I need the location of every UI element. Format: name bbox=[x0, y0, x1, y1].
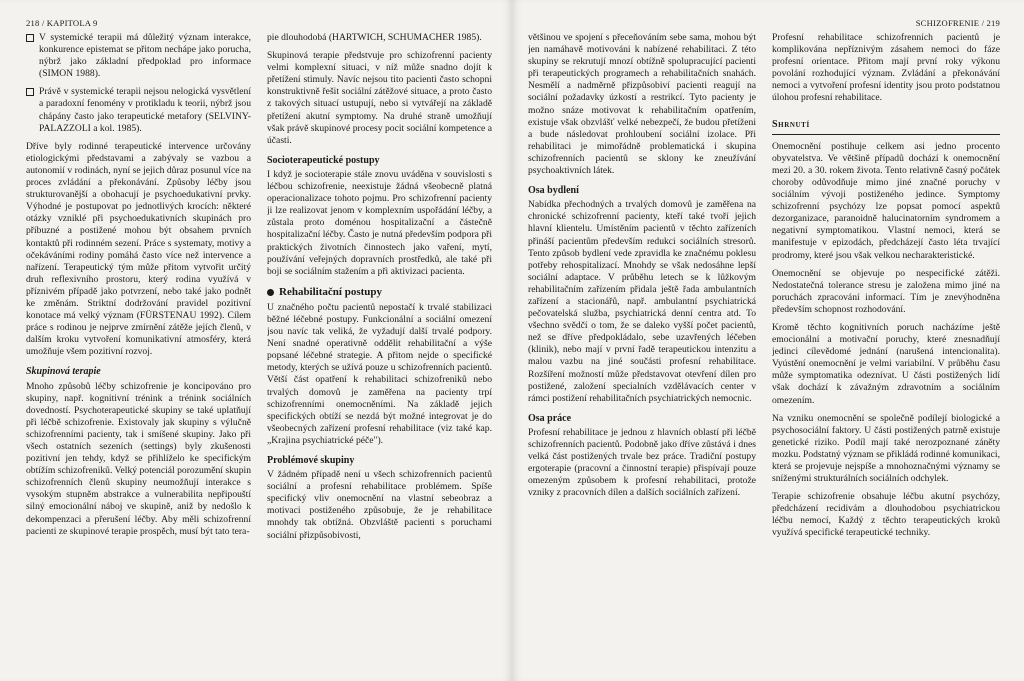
section-heading-bulleted bbox=[267, 286, 492, 298]
paragraph: Onemocnění postihuje celkem asi jedno procento obyvatelstva. Ve většině případů dochází k onemocnění mezi 20. a 30. rokem života. Tento relativně časný počátek choroby odůvodňuje mimo jiné značné poruchy v sociálním vývoji postiženého jedince. Symptomy schizofrenní psychózy lze popsat pomocí aspektů dezorganizace, paranoidně halucinatorním syndromem a negativní symptomatikou. Vlastní nemoci, která se manifestuje v epizodách, předcházejí často léta trvající prodromy, které jsou však velkou necharakteristické. bbox=[772, 140, 1000, 261]
paragraph: V žádném případě není u všech schizofrenních pacientů sociální a profesní rehabilitace problémem. Spíše specifický vliv onemocnění na vlastní sebeobraz a motivaci postiženého způsobuje, že je rehabilitace mnohdy tak obtížná. Obzvláště pacienti s poruchami sociální přizpůsobivosti, bbox=[267, 469, 492, 541]
paragraph: Terapie schizofrenie obsahuje léčbu akutní psychózy, předcházení recidivám a dlouhodobou psychiatrickou léčbu nemocí, Každý z těchto terapeutických kroků využívá specifické terapeutické techniky. bbox=[772, 491, 1000, 539]
checkbox-bullet-icon bbox=[26, 34, 34, 42]
paragraph: Skupinová terapie předstvuje pro schizofrenní pacienty velmi komplexní situaci, v níž může snadno dojít k přetížení stimuly. Navíc nejsou tito pacienti často schopni konstruktivně řešit sociální zátěžové situace, a proto často z takových situací ustupují, nebo si vytvářejí na základě přetížení akutní symptomy. Na druhé straně umožňují však právě skupinové procesy pocit sociální kompetence a účasti. bbox=[267, 50, 492, 146]
section-heading: Skupinová terapie bbox=[26, 366, 101, 378]
paragraph: Na vzniku onemocnění se společně podílejí biologické a psychosociální faktory. U části postižených patrně existuje genetické riziko. Podíl mají také nerozpoznané záněty mozku. Podstatný význam se přikládá rodinné komunikaci, která se projevuje nejspíše a mnohoznačnými významy se sníženými strukturálních sociálních odchylek. bbox=[772, 412, 1000, 485]
paragraph: Onemocnění se objevuje po nespecifické zátěži. Nedostatečná tolerance stresu je založena mimo jiné na poruchách zpracování informací. Tím je znevýhodněna především schopnost rozhodování. bbox=[772, 267, 1000, 315]
paragraph: pie dlouhodobá (HARTWICH, SCHUMACHER 1985). bbox=[267, 32, 482, 43]
running-head-right: SCHIZOFRENIE / 219 bbox=[915, 18, 1000, 28]
left-columns bbox=[26, 32, 492, 672]
right-columns bbox=[528, 32, 1000, 672]
bullet-text: Právě v systemické terapii nejsou nelogická vysvětlení a paradoxní fenomény v protikladu k teorii, nýbrž jsou chápány často jako terapeutické metafory (SELVINY-PALAZZOLI a kol. 1985). bbox=[39, 86, 251, 134]
paragraph: I když je socioterapie stále znovu uváděna v souvislosti s léčbou schizofrenie, neexistuje žádná všeobecně platná operacionalizace tohoto pojmu. Pro schizofrenní pacienty ji lze realizovat jenom v komplexním uspořádání léčby, a zůstala proto doménou hospitalizační a částečně hospitalizační léčby. Často je nutná především podpora při praktických životních činnostech jako vaření, mytí, používání veřejných dopravních prostředků, ale také při boji se sociálním stažením a při aktivizaci pacienta. bbox=[267, 168, 492, 277]
section-heading: Osa práce bbox=[528, 412, 572, 424]
paragraph: Mnoho způsobů léčby schizofrenie je koncipováno pro skupiny, např. kognitivní trénink a trénink sociálních dovedností. Psychoterapeutické skupiny se také uplatňují při léčbě schizofrenie. Existovaly jak skupiny s výlučně schizofrenními pacienty, tak i smíšené skupiny. Jako při všech ostatních sezeních (settings) byly zkušenosti pozitivní jen tehdy, když se přihlíželo ke specifickým obtížím schizofreniků. Velký potenciál porozumění skupin schizofrenních členů skupiny neumožňují interakce s vysokým stupněm abstrakce a vulnerabilita nepřipouští silný emocionální náboj ve skupině, aniž by nedošlo k dekompenzaci a přerušení léčby. Aby měli schizofrenní pacienti ze skupinové terapie prospěch, musí být tato tera- bbox=[26, 380, 251, 537]
paragraph: Kromě těchto kognitivních poruch nacházíme ještě emocionální a motivační poruchy, které znesnadňují jedinci cílevědomé jednání (narušená intencionalita). Vyústění onemocnění je velmi variabilní. V průběhu času může symptomatika odeznívat. U části postižených lidí však dochází k závažným zdravotním a sociálním omezením. bbox=[772, 321, 1000, 406]
right-page bbox=[512, 0, 1024, 681]
checkbox-bullet-icon bbox=[26, 88, 34, 96]
paragraph: U značného počtu pacientů nepostačí k trvalé stabilizaci běžné léčebné postupy. Funkcionální a sociální omezení jsou navíc tak veliká, že vyžadují další trvalé podpory. Není snadné operativně oddělit rehabilitační a výše popsané léčebné strategie. A přitom nejde o specifické metody, kterých se užívá pouze u schizofrenních pacientů. Větší část opatření k rehabilitaci schizofreniků nebo trvalých domovů je zaměřena na pacienty trpí schizofrenními onemocněními. Na základě jejich specifických obtíží se nezdá být možné integrovat je do všeobecných zařízení profesní rehabilitace (viz také kap. „Krajina psychiatrické péče"). bbox=[267, 301, 492, 446]
section-heading: Osa bydlení bbox=[528, 185, 579, 197]
summary-heading: Shrnutí bbox=[772, 119, 1000, 135]
running-head-left: 218 / KAPITOLA 9 bbox=[26, 18, 98, 28]
heading-text: Rehabilitační postupy bbox=[279, 285, 382, 298]
paragraph: Profesní rehabilitace je jednou z hlavních oblastí při léčbě schizofrenních pacientů. Podobně jako dříve zůstává i dnes velká část postižených trvale bez práce. Tradiční postupy ergoterapie (pracovní a činnostní terapie) přispívají pouze omezeným způsobem k profesní rehabilitaci, protože vzniky z pracovních dílen a dalších sociálních zařízení. bbox=[528, 426, 756, 499]
section-heading: Problémové skupiny bbox=[267, 455, 355, 466]
paragraph: Dříve byly rodinné terapeutické intervence určovány etiologickými představami a zabývaly se vazbou a autonomií v rodinách, nyní se jejich důraz posunul více na proces zvládání a překonávání. Způsoby léčby jsou strukturovanější a obohacují je psychoedukativní prvky. Výhodné je postupovat po jednotlivých krocích: některé otázky vzniklé při psychoedukativních skupinách pro příbuzné a postižené mohou být obsahem prvních kontaktů při rodinném sezení. Práce s systematy, motivy a očekáváními rodiny pomáhá často více než intervence a nařízení. Terapeutický tým může přitom vytvořit určitý druh reflexivního prostoru, který rodina využívá v příznivém případě jako potvrzení, nebo také jako podnět ke změnám. Striktní dodržování pravidel pozitivní konotace má velký význam (FÜRSTENAU 1992). Cílem práce s rodinou je nejprve zmírnění zátěže jejích členů, v dalším kroku vytvoření komunikativní atmosféry, která umožňuje všem pozitivní rozvoj. bbox=[26, 140, 251, 358]
right-col-2 bbox=[772, 32, 1000, 672]
section-heading: Socioterapeutické postupy bbox=[267, 154, 380, 166]
bullet-dot-icon bbox=[267, 289, 274, 296]
left-col-1 bbox=[26, 32, 251, 672]
paragraph: většinou ve spojení s přeceňováním sebe sama, mohou být jen namáhavě motivováni k nabízené rehabilitaci. Z této skupiny se rekrutují mnozí obtížně spolupracující pacienti při terapeutických programech a rehabilitačních snahách. Nesmělí a nadměrně přizpůsobiví pacienti reagují na sociální požadavky úzkostí a restrikcí. Tyto pacienty je možno snáze motivovat k rehabilitačním opatřením, existuje však obzvlášť velké nebezpečí, že budou přetíženi a bude následovat prohloubení sociální izolace. Při rehabilitaci je mimořádně problematická i skupina schizofrenních pacientů se sklony ke zneužívání psychoaktivních látek. bbox=[528, 32, 756, 177]
left-col-2 bbox=[267, 32, 492, 672]
right-col-1 bbox=[528, 32, 756, 672]
paragraph: Profesní rehabilitace schizofrenních pacientů je komplikována nepříznivým zásahem nemoci do fáze profesní orientace. Přitom mají první roky výkonu povolání rozhodující význam. Zvládání a překonávání nemoci a vytvoření profesní identity jsou proto podstatnou úlohou profesní rehabilitace. bbox=[772, 32, 1000, 104]
paragraph: Nabídka přechodných a trvalých domovů je zaměřena na chronické schizofrenní pacienty, kteří také tvoří jejich hlavní klientelu. Umístěním pacientů v těchto zařízeních přináší pacientům především redukci sociálních stresorů. Tento způsob bydlení vede zpravidla ke značnému poklesu potřeby rehospitalizací. Mnohdy se však nedosáhne lepší sociální adaptace. V průběhu letech se k lůžkovým rehabilitačním zařízením přidala ještě řada ambulantních zařízení a stacionářů, např. ambulantní psychiatrická pečovatelská služba, psychiatrická denní centra atd. To všechno svědčí o tom, že se daleko vyšší počet pacientů, než se dříve předpokládalo, sebe uzavřených léčeben (klinik), nebo mají v první řadě terapeutickou intenzitu a malou vazbu na jiné součásti profesní rehabilitace. Rozšíření možností může představovat otevření dílen pro postižené, založení specialních vzdělávacích center v rámci postižení rehabilitačních psychiatrických nemocnic. bbox=[528, 199, 756, 404]
bullet-item bbox=[26, 32, 251, 80]
bullet-text: V systemické terapii má důležitý význam interakce, konkurence epistemat se přitom nechápe jako porucha, nýbrž jako základní předpoklad pro informace (SIMON 1988). bbox=[39, 32, 251, 80]
bullet-item bbox=[26, 86, 251, 134]
